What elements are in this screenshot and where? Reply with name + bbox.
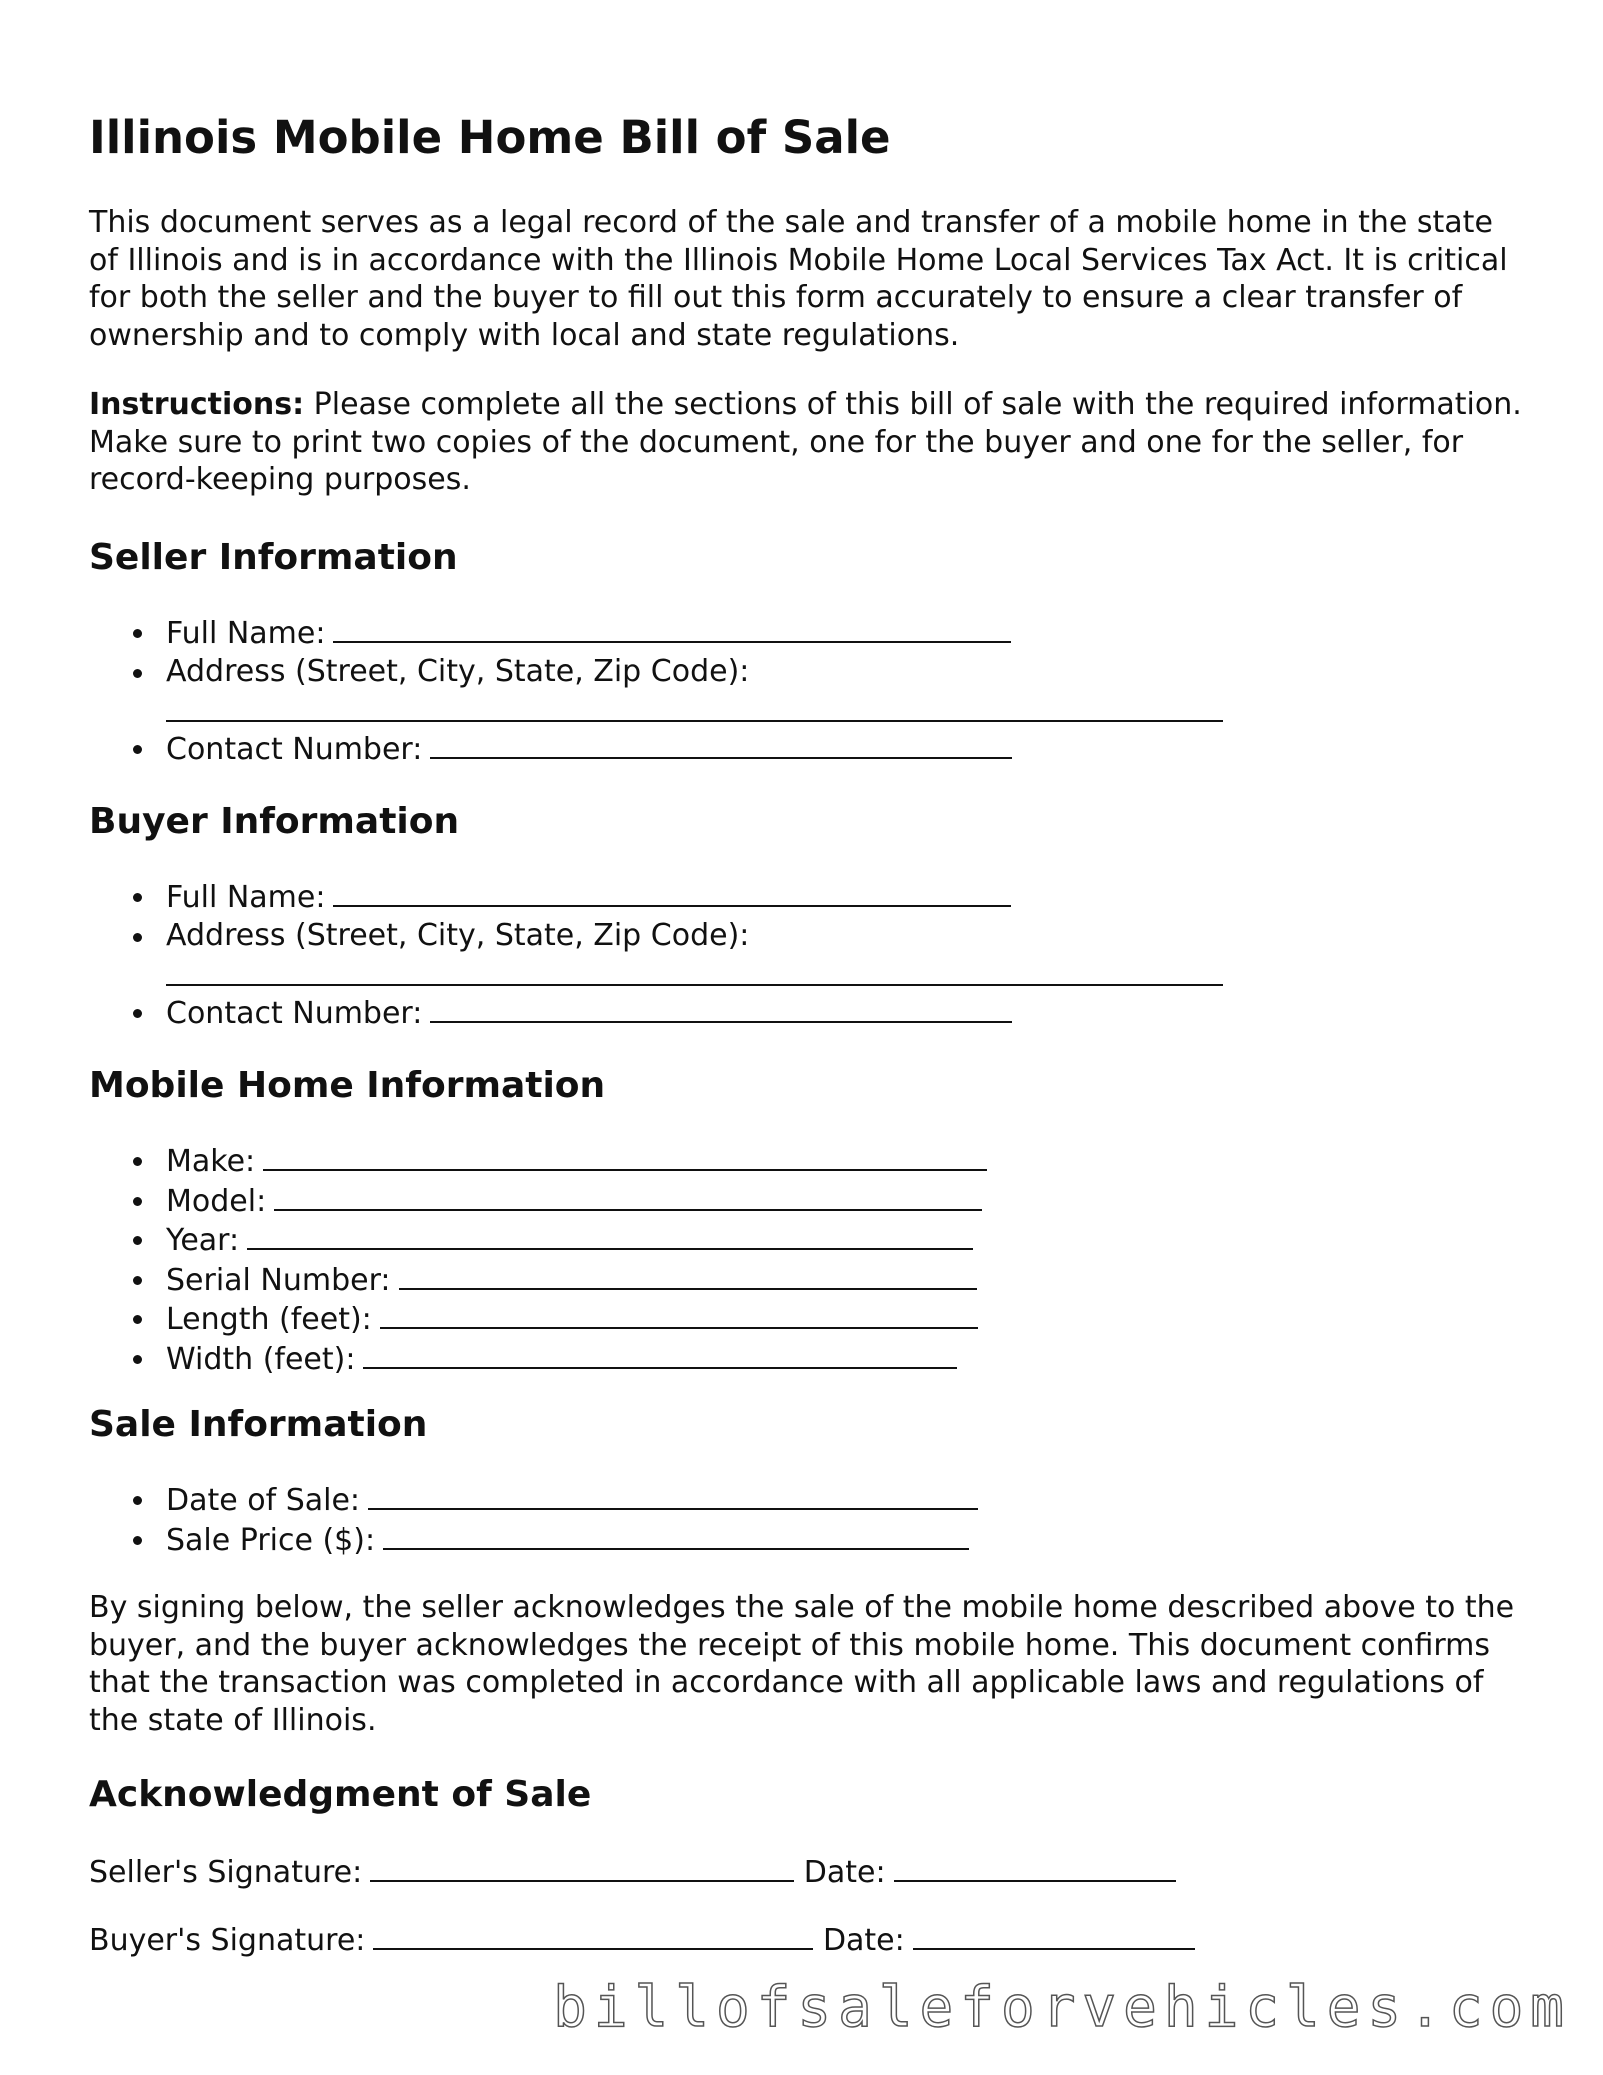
mobile-home-list	[89, 1141, 987, 1378]
sale-price-field[interactable]	[383, 1520, 969, 1550]
width-label: Width (feet):	[166, 1341, 356, 1377]
sale-date-field[interactable]	[368, 1480, 978, 1510]
year-item	[89, 1220, 987, 1260]
seller-signature-label: Seller's Signature:	[89, 1855, 363, 1890]
sale-date-item	[89, 1480, 978, 1520]
buyer-full-name-label: Full Name:	[166, 880, 326, 915]
acknowledgment-paragraph: By signing below, the seller acknowledges the sale of the mobile home described above to the buyer, and the buyer acknowledges the receipt of this mobile home. This document confirms that the transaction was completed in accordance with all applicable laws and regulations of the state of Illinois.	[89, 1590, 1515, 1738]
seller-address-item	[89, 653, 1223, 723]
seller-address-field[interactable]	[166, 690, 1223, 722]
buyer-date-label: Date:	[822, 1923, 905, 1958]
buyer-contact-field[interactable]	[430, 993, 1012, 1023]
year-field[interactable]	[247, 1220, 973, 1250]
buyer-list	[89, 877, 1223, 1033]
serial-number-field[interactable]	[399, 1260, 977, 1290]
instructions-text: Please complete all the sections of this bill of sale with the required information. Make sure to print two copies of the document, one for the buyer and one for the seller, for record-keeping purposes.	[89, 387, 1522, 497]
sale-list	[89, 1480, 978, 1559]
seller-full-name-field[interactable]	[333, 613, 1011, 643]
length-item	[89, 1299, 987, 1339]
seller-signature-line	[89, 1852, 1176, 1892]
sale-date-label: Date of Sale:	[166, 1483, 361, 1518]
serial-number-item	[89, 1260, 987, 1300]
model-item	[89, 1181, 987, 1221]
width-item	[89, 1339, 987, 1379]
seller-contact-label: Contact Number:	[166, 732, 423, 767]
document-title: Illinois Mobile Home Bill of Sale	[89, 111, 891, 164]
seller-date-label: Date:	[803, 1855, 886, 1890]
year-label: Year:	[166, 1223, 240, 1258]
site-watermark: billofsaleforvehicles.com	[553, 1975, 1571, 2040]
buyer-contact-item	[89, 993, 1223, 1033]
make-item	[89, 1141, 987, 1181]
seller-signature-field[interactable]	[370, 1852, 794, 1882]
buyer-signature-line	[89, 1920, 1195, 1960]
mobile-home-heading: Mobile Home Information	[89, 1065, 606, 1106]
seller-heading: Seller Information	[89, 537, 458, 578]
sale-price-item	[89, 1520, 978, 1560]
buyer-heading: Buyer Information	[89, 801, 460, 842]
length-label: Length (feet):	[166, 1302, 372, 1337]
make-field[interactable]	[263, 1141, 987, 1171]
buyer-address-item	[89, 917, 1223, 987]
intro-paragraph: This document serves as a legal record of the sale and transfer of a mobile home in the state of Illinois and is in accordance with the Illinois Mobile Home Local Services Tax Act. It is critical for both the seller and the buyer to fill out this form accurately to ensure a clear transfer of ownership and to comply with local and state regulations.	[89, 205, 1508, 353]
seller-contact-field[interactable]	[430, 729, 1012, 759]
seller-date-field[interactable]	[894, 1852, 1176, 1882]
buyer-address-label: Address (Street, City, State, Zip Code):	[166, 917, 750, 953]
seller-full-name-item	[89, 613, 1223, 653]
sale-price-label: Sale Price ($):	[166, 1522, 376, 1558]
model-label: Model:	[166, 1183, 267, 1219]
buyer-full-name-item	[89, 877, 1223, 917]
instructions-label: Instructions:	[89, 387, 305, 422]
width-field[interactable]	[363, 1339, 957, 1369]
buyer-contact-label: Contact Number:	[166, 996, 423, 1031]
buyer-signature-label: Buyer's Signature:	[89, 1923, 366, 1958]
make-label: Make:	[166, 1144, 256, 1179]
buyer-date-field[interactable]	[913, 1920, 1195, 1950]
instructions-paragraph	[89, 386, 1529, 499]
seller-address-label: Address (Street, City, State, Zip Code):	[166, 653, 750, 689]
model-field[interactable]	[274, 1181, 982, 1211]
buyer-address-field[interactable]	[166, 954, 1223, 986]
seller-full-name-label: Full Name:	[166, 616, 326, 651]
seller-list	[89, 613, 1223, 769]
buyer-signature-field[interactable]	[373, 1920, 813, 1950]
serial-number-label: Serial Number:	[166, 1262, 391, 1298]
seller-contact-item	[89, 729, 1223, 769]
length-field[interactable]	[380, 1299, 978, 1329]
buyer-full-name-field[interactable]	[333, 877, 1011, 907]
acknowledgment-heading: Acknowledgment of Sale	[89, 1774, 592, 1815]
sale-heading: Sale Information	[89, 1404, 428, 1445]
